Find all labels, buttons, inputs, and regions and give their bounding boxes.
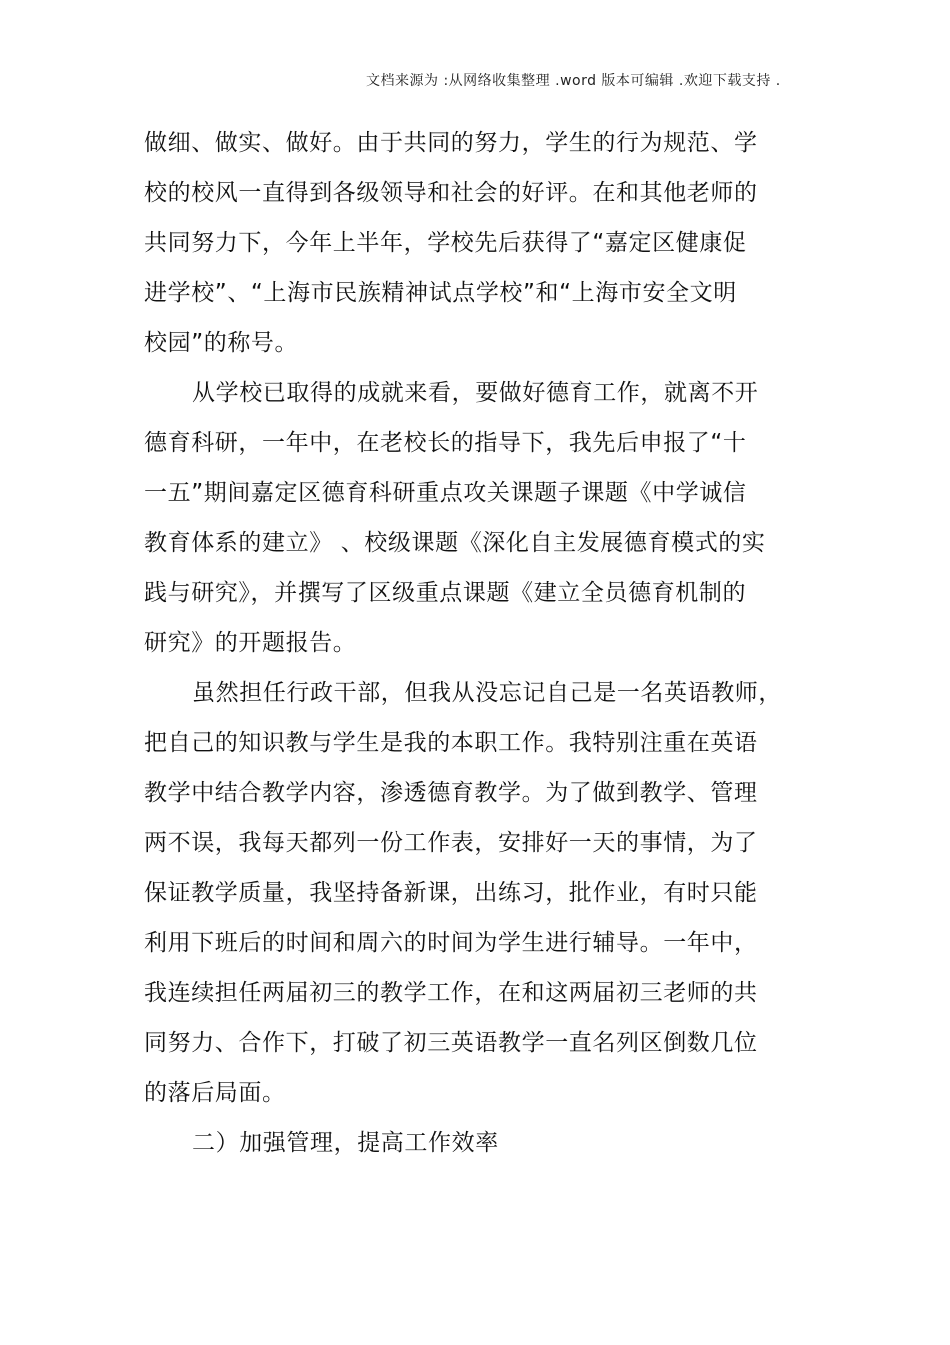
paragraph-line: 我连续担任两届初三的教学工作，在和这两届初三老师的共 (144, 980, 758, 1006)
paragraph-line: 利用下班后的时间和周六的时间为学生进行辅导。一年中， (144, 930, 758, 956)
paragraph-line: 教育体系的建立》 、校级课题《深化自主发展德育模式的实 (144, 530, 766, 556)
paragraph (144, 118, 764, 368)
paragraph-line: 虽然担任行政干部，但我从没忘记自己是一名英语教师， (192, 680, 782, 706)
paragraph-line: 践与研究》，并撰写了区级重点课题《建立全员德育机制的 (144, 580, 747, 606)
paragraph-line: 研究》的开题报告。 (144, 630, 357, 656)
paragraph (144, 668, 782, 1118)
paragraph-line: 校的校风一直得到各级领导和社会的好评。在和其他老师的 (144, 180, 758, 206)
paragraph-line: 教学中结合教学内容，渗透德育教学。为了做到教学、管理 (144, 780, 758, 806)
paragraph-line: 保证教学质量，我坚持备新课，出练习，批作业，有时只能 (144, 880, 758, 906)
paragraph-line: 德育科研，一年中，在老校长的指导下，我先后申报了“十 (144, 430, 747, 456)
paragraph (144, 368, 764, 668)
paragraph-line: 一五”期间嘉定区德育科研重点攻关课题子课题《中学诚信 (144, 480, 747, 506)
paragraph-line: 从学校已取得的成就来看，要做好德育工作，就离不开 (192, 380, 759, 406)
paragraph-line: 的落后局面。 (144, 1080, 286, 1106)
paragraph-line: 共同努力下，今年上半年，学校先后获得了“嘉定区健康促 (144, 230, 747, 256)
paragraph-line: 同努力、合作下，打破了初三英语教学一直名列区倒数几位 (144, 1030, 758, 1056)
paragraph-line: 做细、做实、做好。由于共同的努力，学生的行为规范、学 (144, 130, 758, 156)
paragraph-line: 两不误，我每天都列一份工作表，安排好一天的事情，为了 (144, 830, 758, 856)
document-body (144, 118, 782, 1168)
paragraph-line: 进学校”、“上海市民族精神试点学校”和“上海市安全文明 (144, 280, 737, 306)
section-heading (144, 1118, 764, 1168)
heading-line: 二）加强管理，提高工作效率 (192, 1130, 499, 1156)
paragraph-line: 校园”的称号。 (144, 330, 299, 356)
paragraph-line: 把自己的知识教与学生是我的本职工作。我特别注重在英语 (144, 730, 758, 756)
document-source-note: 文档来源为 :从网络收集整理 .word 版本可编辑 .欢迎下载支持 . (366, 73, 781, 89)
